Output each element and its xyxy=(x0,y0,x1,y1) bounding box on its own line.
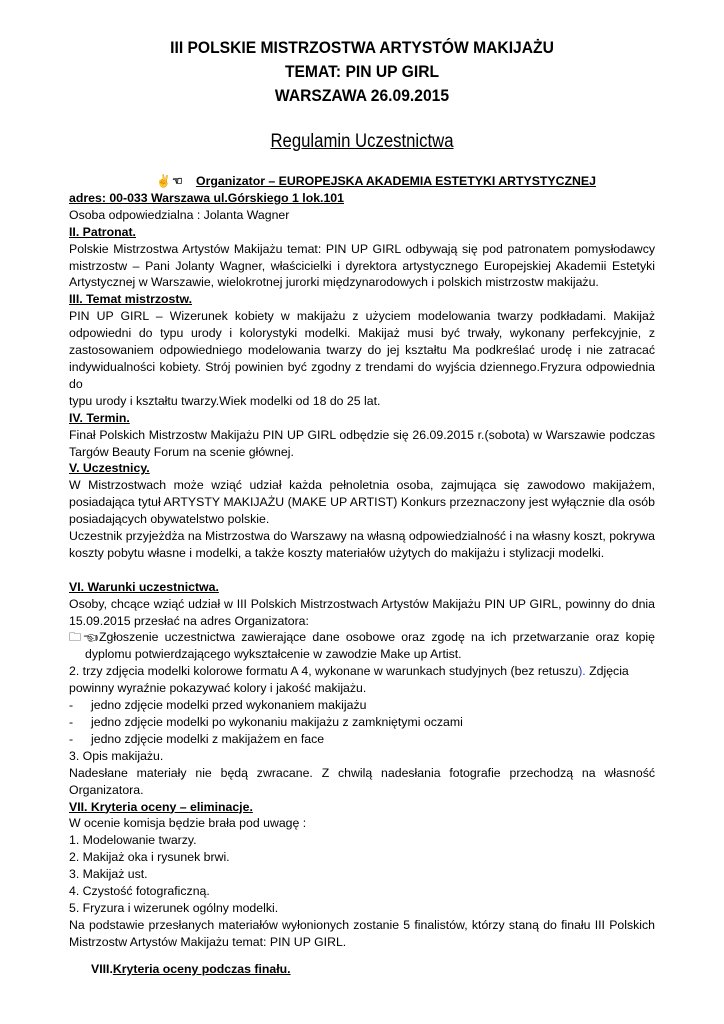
paragraph-line: 15.09.2015 przesłać na adres Organizatora: xyxy=(69,613,309,628)
organizer-line xyxy=(69,173,655,190)
sub-list-item: - jedno zdjęcie modelki z makijażem en face xyxy=(69,731,325,746)
paragraph-line: odpowiedni do typu urody i kolorystyki modelki. Makijaż musi być trwały, wykonany perfekcyjnie, z xyxy=(69,326,655,341)
document-body xyxy=(69,173,655,978)
sub-list-item: - jedno zdjęcie modelki po wykonaniu makijażu z zamkniętymi oczami xyxy=(69,714,463,729)
title-line-2: TEMAT: PIN UP GIRL xyxy=(284,62,440,81)
paragraph-line: Mistrzostw Artystów Makijażu temat: PIN UP GIRL. xyxy=(69,934,347,949)
organizer-responsible: Osoba odpowiedzialna : Jolanta Wagner xyxy=(69,207,290,222)
section-heading-patronat: II. Patronat. xyxy=(69,224,136,239)
criteria-item: 4. Czystość fotograficzną. xyxy=(69,884,210,899)
list-item-2: 2. trzy zdjęcia modelki kolorowe formatu A 4, wykonane w warunkach studyjnych (bez retuszu). Zdjęcia xyxy=(69,664,629,679)
section-heading-final: VIII.Kryteria oceny podczas finału. xyxy=(91,961,291,976)
paragraph-line: W Mistrzostwach może wziąć udział każda pełnoletnia osoba, zajmująca się zawodowo makijażem, xyxy=(69,478,655,493)
paragraph-line: Artystycznej w Warszawie, wielokrotnej jurorki międzynarodowych i polskich mistrzostw makijażu. xyxy=(69,275,599,290)
criteria-item: 2. Makijaż oka i rysunek brwi. xyxy=(69,850,230,865)
criteria-item: 5. Fryzura i wizerunek ogólny modelki. xyxy=(69,900,279,915)
blank-line xyxy=(69,562,655,579)
paragraph-line: W ocenie komisja będzie brała pod uwagę : xyxy=(69,816,307,831)
list-item-2-continued: powinny wyraźnie pokazywać kolory i jakość makijażu. xyxy=(69,681,367,696)
paragraph-line: Nadesłane materiały nie będą zwracane. Z chwilą nadesłania fotografie przechodzą na własność xyxy=(69,765,655,780)
document-title xyxy=(92,36,631,108)
section-heading-warunki: VI. Warunki uczestnictwa. xyxy=(69,579,219,594)
title-line-3: WARSZAWA 26.09.2015 xyxy=(274,86,450,105)
paragraph-line: PIN UP GIRL – Wizerunek kobiety w makijażu z użyciem modelowania twarzy podkładami. Makijaż xyxy=(69,309,655,324)
sub-list-item: - jedno zdjęcie modelki przed wykonaniem makijażu xyxy=(69,698,367,713)
hand-pointing-icon: ✌☜ xyxy=(156,174,184,188)
paragraph-line: indywidualności kobiety. Strój powinien być zgodny z trendami do wyjścia dziennego.Fryzura odpowiednia do xyxy=(69,359,655,391)
title-line-1: III POLSKIE MISTRZOSTWA ARTYSTÓW MAKIJAŻU xyxy=(170,38,554,57)
paragraph-line: Polskie Mistrzostwa Artystów Makijażu temat: PIN UP GIRL odbywają się pod patronatem pomysłodawcy xyxy=(69,241,655,256)
criteria-item: 3. Makijaż ust. xyxy=(69,867,148,882)
criteria-item: 1. Modelowanie twarzy. xyxy=(69,833,197,848)
section-heading-kryteria: VII. Kryteria oceny – eliminacje. xyxy=(69,799,253,814)
organizer-label: Organizator – EUROPEJSKA AKADEMIA ESTETYKI ARTYSTYCZNEJ xyxy=(196,174,596,188)
section-heading-uczestnicy: V. Uczestnicy. xyxy=(69,461,150,476)
document-subtitle: Regulamin Uczestnictwa xyxy=(270,131,454,152)
paragraph-line: mistrzostw – Pani Jolanty Wagner, właścicielki i dyrektora artystycznego Europejskiej Akademii Estetyki xyxy=(69,258,655,273)
list-item-1: 🗀☜Zgłoszenie uczestnictwa zawierające dane osobowe oraz zgodę na ich przetwarzanie oraz kopię xyxy=(69,630,655,645)
list-item-1-continued: dyplomu potwierdzającego wykształcenie w zawodzie Make up Artist. xyxy=(85,647,462,662)
paragraph-line: Uczestnik przyjeżdża na Mistrzostwa do Warszawy na własną odpowiedzialność i na własny koszt, pokrywa xyxy=(69,529,655,544)
paragraph-line: Osoby, chcące wziąć udział w III Polskich Mistrzostwach Artystów Makijażu PIN UP GIRL, powinny do dnia xyxy=(69,596,655,611)
document-page xyxy=(69,36,655,978)
section-heading-termin: IV. Termin. xyxy=(69,410,130,425)
paragraph-line: Organizatora. xyxy=(69,782,144,797)
organizer-address: adres: 00-033 Warszawa ul.Górskiego 1 lok.101 xyxy=(69,190,344,205)
paragraph-line: Targów Beauty Forum na scenie głównej. xyxy=(69,444,294,459)
paragraph-line: posiadająca tytuł ARTYSTY MAKIJAŻU (MAKE UP ARTIST) Konkurs przeznaczony jest wyłącznie dla osób xyxy=(69,495,655,510)
paragraph-line: posiadających obywatelstwo polskie. xyxy=(69,512,270,527)
paragraph-line: typu urody i kształtu twarzy.Wiek modelki od 18 do 25 lat. xyxy=(69,393,381,408)
list-item-3: 3. Opis makijażu. xyxy=(69,748,164,763)
folder-pointing-icon: 🗀☜ xyxy=(69,630,99,645)
section-heading-temat: III. Temat mistrzostw. xyxy=(69,292,192,307)
paragraph-line: Na podstawie przesłanych materiałów wyłonionych zostanie 5 finalistów, którzy staną do finału III Polskich xyxy=(69,917,655,932)
paragraph-line: zastosowaniem odpowiedniego modelowania twarzy do jej kształtu Ma podkreślać urodę i nie zatracać xyxy=(69,343,655,358)
paragraph-line: Finał Polskich Mistrzostw Makijażu PIN UP GIRL odbędzie się 26.09.2015 r.(sobota) w Warszawie podczas xyxy=(69,427,655,442)
paragraph-line: koszty pobytu własne i modelki, a także koszty materiałów użytych do makijażu i stylizacji modelki. xyxy=(69,545,605,560)
